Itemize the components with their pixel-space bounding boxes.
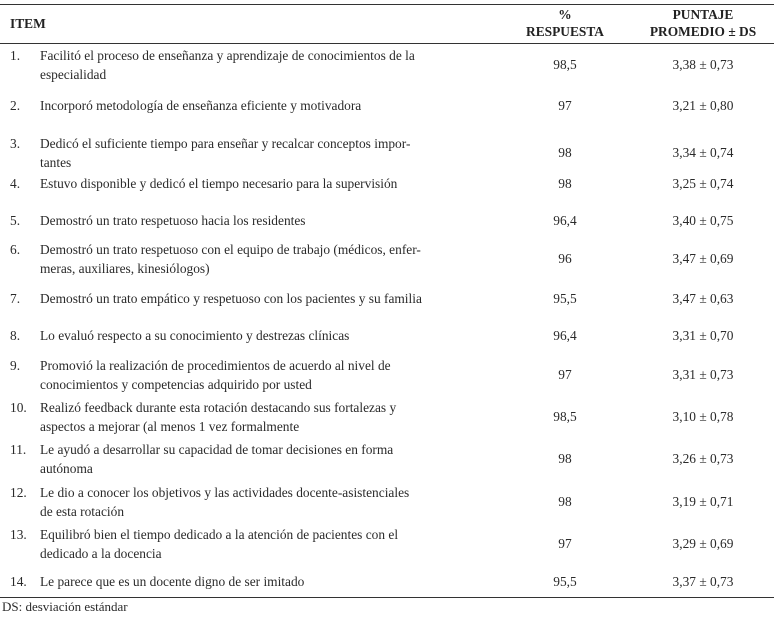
header-rule	[0, 43, 774, 44]
average-score: 3,29 ± 0,69	[672, 536, 734, 551]
response-percent: 95,5	[553, 574, 577, 589]
item-number: 12.	[10, 485, 27, 500]
average-score: 3,21 ± 0,80	[672, 98, 734, 113]
item-number: 9.	[10, 358, 21, 373]
item-text-line: Le ayudó a desarrollar su capacidad de tomar decisiones en forma	[40, 442, 394, 457]
item-text-line: meras, auxiliares, kinesiólogos)	[40, 261, 210, 276]
top-rule	[0, 4, 774, 5]
average-score: 3,25 ± 0,74	[672, 176, 734, 191]
bottom-rule	[0, 597, 774, 598]
item-number: 8.	[10, 328, 21, 343]
item-text	[40, 46, 500, 84]
response-percent: 96,4	[553, 213, 577, 228]
average-score: 3,31 ± 0,73	[672, 367, 734, 382]
response-percent: 98	[558, 451, 572, 466]
item-text	[40, 525, 500, 563]
response-percent: 98	[558, 145, 572, 160]
response-percent: 98	[558, 176, 572, 191]
header-score-line2: PROMEDIO ± DS	[649, 24, 757, 39]
item-text-line: Demostró un trato respetuoso con el equipo de trabajo (médicos, enfer-	[40, 242, 421, 257]
item-text-line: Equilibró bien el tiempo dedicado a la atención de pacientes con el	[40, 527, 399, 542]
item-text-line: Promovió la realización de procedimientos de acuerdo al nivel de	[40, 358, 391, 373]
item-text-line: conocimientos y competencias adquirido por usted	[40, 377, 312, 392]
item-text-line: Estuvo disponible y dedicó el tiempo necesario para la supervisión	[40, 176, 398, 191]
item-text	[40, 96, 500, 115]
item-text-line: Demostró un trato empático y respetuoso con los pacientes y su familia	[40, 291, 422, 306]
item-text-line: de esta rotación	[40, 504, 125, 519]
header-item: ITEM	[10, 16, 46, 31]
item-text	[40, 211, 500, 230]
item-text-line: Le dio a conocer los objetivos y las actividades docente-asistenciales	[40, 485, 410, 500]
average-score: 3,31 ± 0,70	[672, 328, 734, 343]
item-text-line: aspectos a mejorar (al menos 1 vez formalmente	[40, 419, 300, 434]
average-score: 3,34 ± 0,74	[672, 145, 734, 160]
header-score-line1: PUNTAJE	[672, 7, 734, 22]
item-text	[40, 289, 500, 308]
response-percent: 98,5	[553, 57, 577, 72]
item-text	[40, 240, 500, 278]
average-score: 3,10 ± 0,78	[672, 409, 734, 424]
response-percent: 97	[558, 98, 572, 113]
item-number: 2.	[10, 98, 21, 113]
response-percent: 95,5	[553, 291, 577, 306]
response-percent: 96,4	[553, 328, 577, 343]
item-number: 14.	[10, 574, 27, 589]
footnote: DS: desviación estándar	[2, 599, 128, 614]
average-score: 3,40 ± 0,75	[672, 213, 734, 228]
item-text-line: Dedicó el suficiente tiempo para enseñar y recalcar conceptos impor-	[40, 136, 411, 151]
item-text-line: especialidad	[40, 67, 107, 82]
item-text-line: Facilitó el proceso de enseñanza y aprendizaje de conocimientos de la	[40, 48, 415, 63]
response-percent: 96	[558, 251, 572, 266]
average-score: 3,19 ± 0,71	[672, 494, 734, 509]
average-score: 3,26 ± 0,73	[672, 451, 734, 466]
item-number: 13.	[10, 527, 27, 542]
average-score: 3,47 ± 0,63	[672, 291, 734, 306]
item-text-line: Demostró un trato respetuoso hacia los residentes	[40, 213, 306, 228]
item-text-line: Lo evaluó respecto a su conocimiento y destrezas clínicas	[40, 328, 350, 343]
item-number: 5.	[10, 213, 21, 228]
item-text	[40, 440, 500, 478]
item-text	[40, 174, 500, 193]
average-score: 3,47 ± 0,69	[672, 251, 734, 266]
item-text	[40, 356, 500, 394]
item-text-line: Incorporó metodología de enseñanza eficiente y motivadora	[40, 98, 362, 113]
average-score: 3,37 ± 0,73	[672, 574, 734, 589]
item-number: 4.	[10, 176, 21, 191]
item-text	[40, 326, 500, 345]
item-text	[40, 398, 500, 436]
item-number: 10.	[10, 400, 27, 415]
item-text	[40, 483, 500, 521]
item-text-line: tantes	[40, 155, 72, 170]
average-score: 3,38 ± 0,73	[672, 57, 734, 72]
item-text	[40, 572, 500, 591]
header-pct-line2: RESPUESTA	[526, 24, 604, 39]
response-percent: 98,5	[553, 409, 577, 424]
response-percent: 98	[558, 494, 572, 509]
response-percent: 97	[558, 367, 572, 382]
item-text-line: Le parece que es un docente digno de ser imitado	[40, 574, 305, 589]
item-number: 7.	[10, 291, 21, 306]
item-text-line: autónoma	[40, 461, 93, 476]
item-number: 6.	[10, 242, 21, 257]
item-text-line: Realizó feedback durante esta rotación destacando sus fortalezas y	[40, 400, 397, 415]
item-text	[40, 134, 500, 172]
item-number: 1.	[10, 48, 21, 63]
item-text-line: dedicado a la docencia	[40, 546, 162, 561]
header-pct-line1: %	[558, 7, 572, 22]
item-number: 3.	[10, 136, 21, 151]
item-number: 11.	[10, 442, 27, 457]
response-percent: 97	[558, 536, 572, 551]
